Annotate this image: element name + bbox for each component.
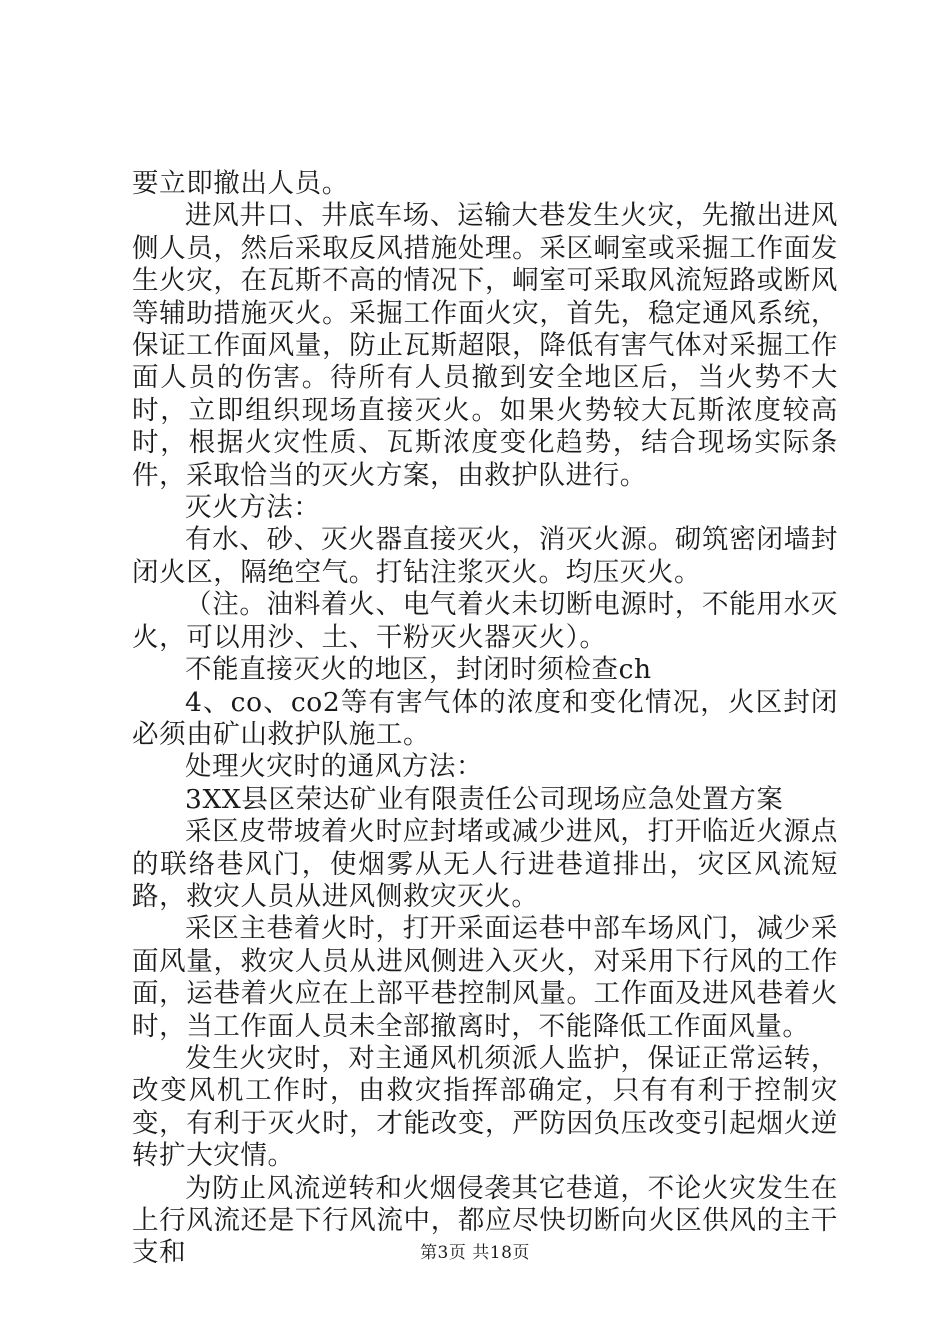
paragraph: 进风井口、井底车场、运输大巷发生火灾，先撤出进风侧人员，然后采取反风措施处理。采区峒室或采掘工作面发生火灾，在瓦斯不高的情况下，峒室可采取风流短路或断风等辅助措施灭火。采掘工作面火灾，首先，稳定通风系统，保证工作面风量，防止瓦斯超限，降低有害气体对采掘工作面人员的伤害。待所有人员撤到安全地区后，当火势不大时，立即组织现场直接灭火。如果火势较大瓦斯浓度较高时，根据火灾性质、瓦斯浓度变化趋势，结合现场实际条件，采取恰当的灭火方案，由救护队进行。	[132, 200, 838, 491]
paragraph: 为防止风流逆转和火烟侵袭其它巷道，不论火灾发生在上行风流还是下行风流中，都应尽快切断向火区供风的主干支和	[132, 1172, 838, 1269]
paragraph: 有水、砂、灭火器直接灭火，消灭火源。砌筑密闭墙封闭火区，隔绝空气。打钻注浆灭火。均压灭火。	[132, 524, 838, 588]
paragraph: 采区皮带坡着火时应封堵或减少进风，打开临近火源点的联络巷风门，使烟雾从无人行进巷道排出，灾区风流短路，救灾人员从进风侧救灾灭火。	[132, 816, 838, 912]
paragraph: 4、co、co2等有害气体的浓度和变化情况，火区封闭必须由矿山救护队施工。	[132, 686, 838, 750]
paragraph: 不能直接灭火的地区，封闭时须检查ch	[185, 654, 652, 686]
paragraph: 采区主巷着火时，打开采面运巷中部车场风门，减少采面风量，救灾人员从进风侧进入灭火，对采用下行风的工作面，运巷着火应在上部平巷控制风量。工作面及进风巷着火时，当工作面人员未全部撤离时，不能降低工作面风量。	[132, 913, 838, 1042]
section-heading: 处理火灾时的通风方法：	[185, 751, 484, 783]
section-heading: 3XX县区荣达矿业有限责任公司现场应急处置方案	[185, 783, 784, 815]
note-paragraph: （注。油料着火、电气着火未切断电源时，不能用水灭火，可以用沙、土、干粉灭火器灭火）。	[132, 589, 838, 653]
paragraph: 发生火灾时，对主通风机须派人监护，保证正常运转，改变风机工作时，由救灾指挥部确定，只有有利于控制灾变，有利于灭火时，才能改变，严防因负压改变引起烟火逆转扩大灾情。	[132, 1042, 838, 1172]
paragraph: 要立即撤出人员。	[132, 168, 349, 199]
page-footer: 第3页 共18页	[420, 1243, 530, 1263]
document-body	[132, 168, 838, 1270]
section-heading: 灭火方法：	[185, 492, 321, 524]
